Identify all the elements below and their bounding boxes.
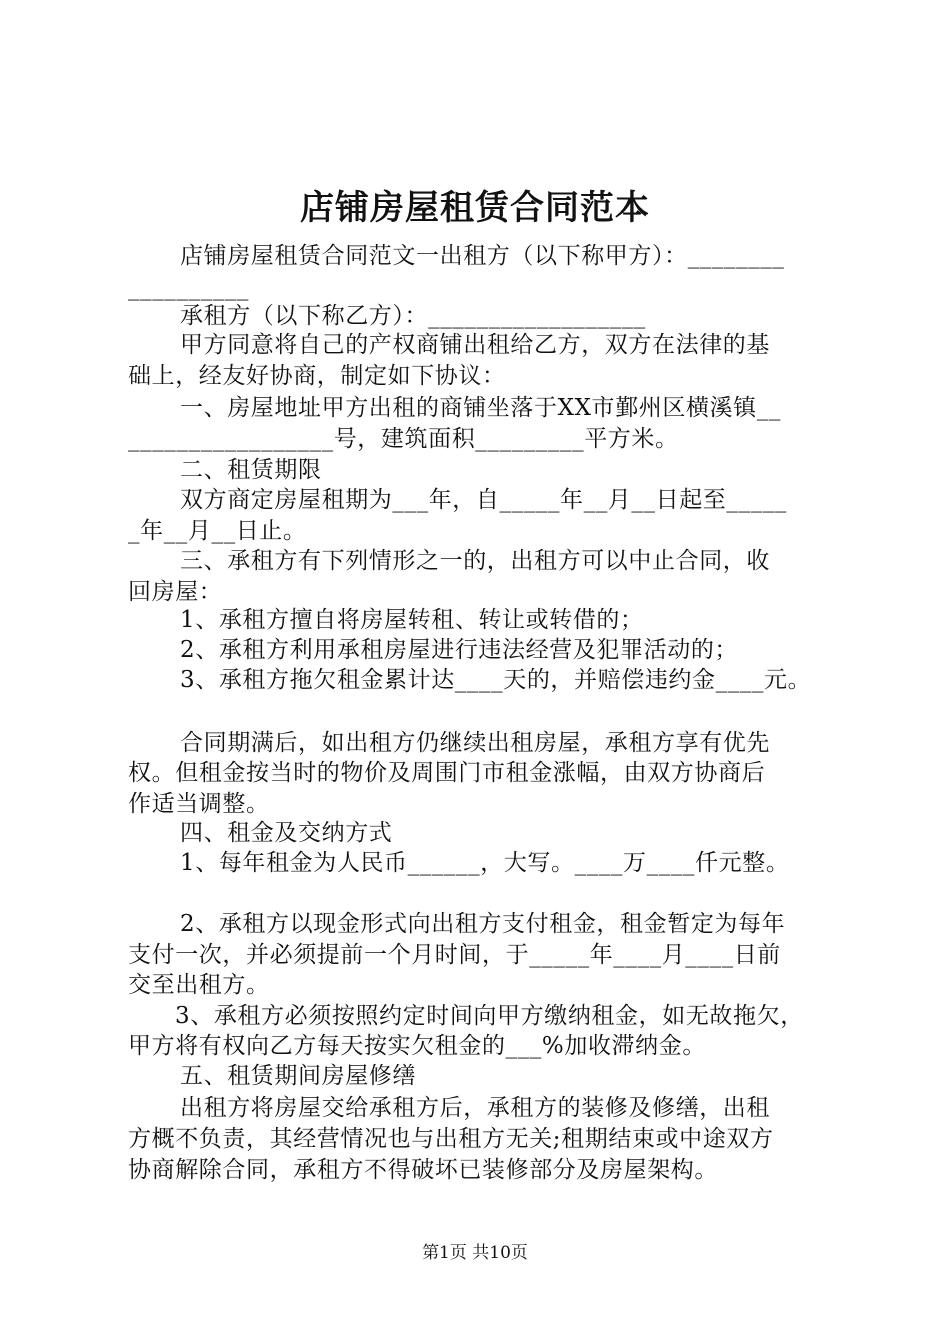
body-line: 三、承租方有下列情形之一的，出租方可以中止合同，收 [180, 548, 770, 574]
body-line: 双方商定房屋租期为___年，自_____年__月__日起至_____ [180, 487, 787, 513]
body-line: _________________号，建筑面积_________平方米。 [128, 426, 679, 452]
list-item: 2、承租方利用承租房屋进行违法经营及犯罪活动的； [180, 637, 739, 663]
list-item: 3、承租方必须按照约定时间向甲方缴纳租金，如无故拖欠， [175, 1003, 804, 1029]
body-line: _年__月__日止。 [128, 518, 307, 544]
body-line: 甲方将有权向乙方每天按实欠租金的___%加收滞纳金。 [128, 1033, 706, 1059]
body-line: 作适当调整。 [128, 791, 270, 817]
body-line: 甲方同意将自己的产权商铺出租给乙方，双方在法律的基 [180, 332, 770, 358]
list-item: 1、承租方擅自将房屋转租、转让或转借的； [180, 607, 644, 633]
body-line: 出租方将房屋交给承租方后，承租方的装修及修缮，出租 [180, 1095, 770, 1121]
body-line: 交至出租方。 [128, 972, 270, 998]
document-title: 店铺房屋租赁合同范本 [300, 188, 650, 228]
list-item: 1、每年租金为人民币______，大写。____万____仟元整。 [180, 850, 790, 876]
section-heading: 二、租赁期限 [180, 457, 322, 483]
body-line: 店铺房屋租赁合同范文一出租方（以下称甲方）：________ [180, 243, 785, 269]
body-line: 支付一次，并必须提前一个月时间，于_____年____月____日前 [128, 942, 781, 968]
body-line: 一、房屋地址甲方出租的商铺坐落于XX市鄞州区横溪镇__ [180, 395, 781, 421]
section-heading: 四、租金及交纳方式 [180, 820, 393, 846]
body-line: 方概不负责，其经营情况也与出租方无关;租期结束或中途双方 [128, 1126, 774, 1152]
body-line: __________ [128, 275, 249, 301]
body-line: 础上，经友好协商，制定如下协议： [128, 363, 506, 389]
page-number: 第1页 共10页 [422, 1243, 528, 1263]
list-item: 3、承租方拖欠租金累计达____天的，并赔偿违约金____元。 [180, 667, 812, 693]
body-line: 协商解除合同，承租方不得破坏已装修部分及房屋架构。 [128, 1157, 718, 1183]
list-item: 2、承租方以现金形式向出租方支付租金，租金暂定为每年 [180, 911, 786, 937]
body-line: 权。但租金按当时的物价及周围门市租金涨幅，由双方协商后 [128, 760, 766, 786]
body-line: 回房屋： [128, 579, 223, 605]
body-line: 承租方（以下称乙方）：__________________ [180, 303, 646, 329]
section-heading: 五、租赁期间房屋修缮 [180, 1063, 416, 1089]
body-line: 合同期满后，如出租方仍继续出租房屋，承租方享有优先 [180, 730, 770, 756]
